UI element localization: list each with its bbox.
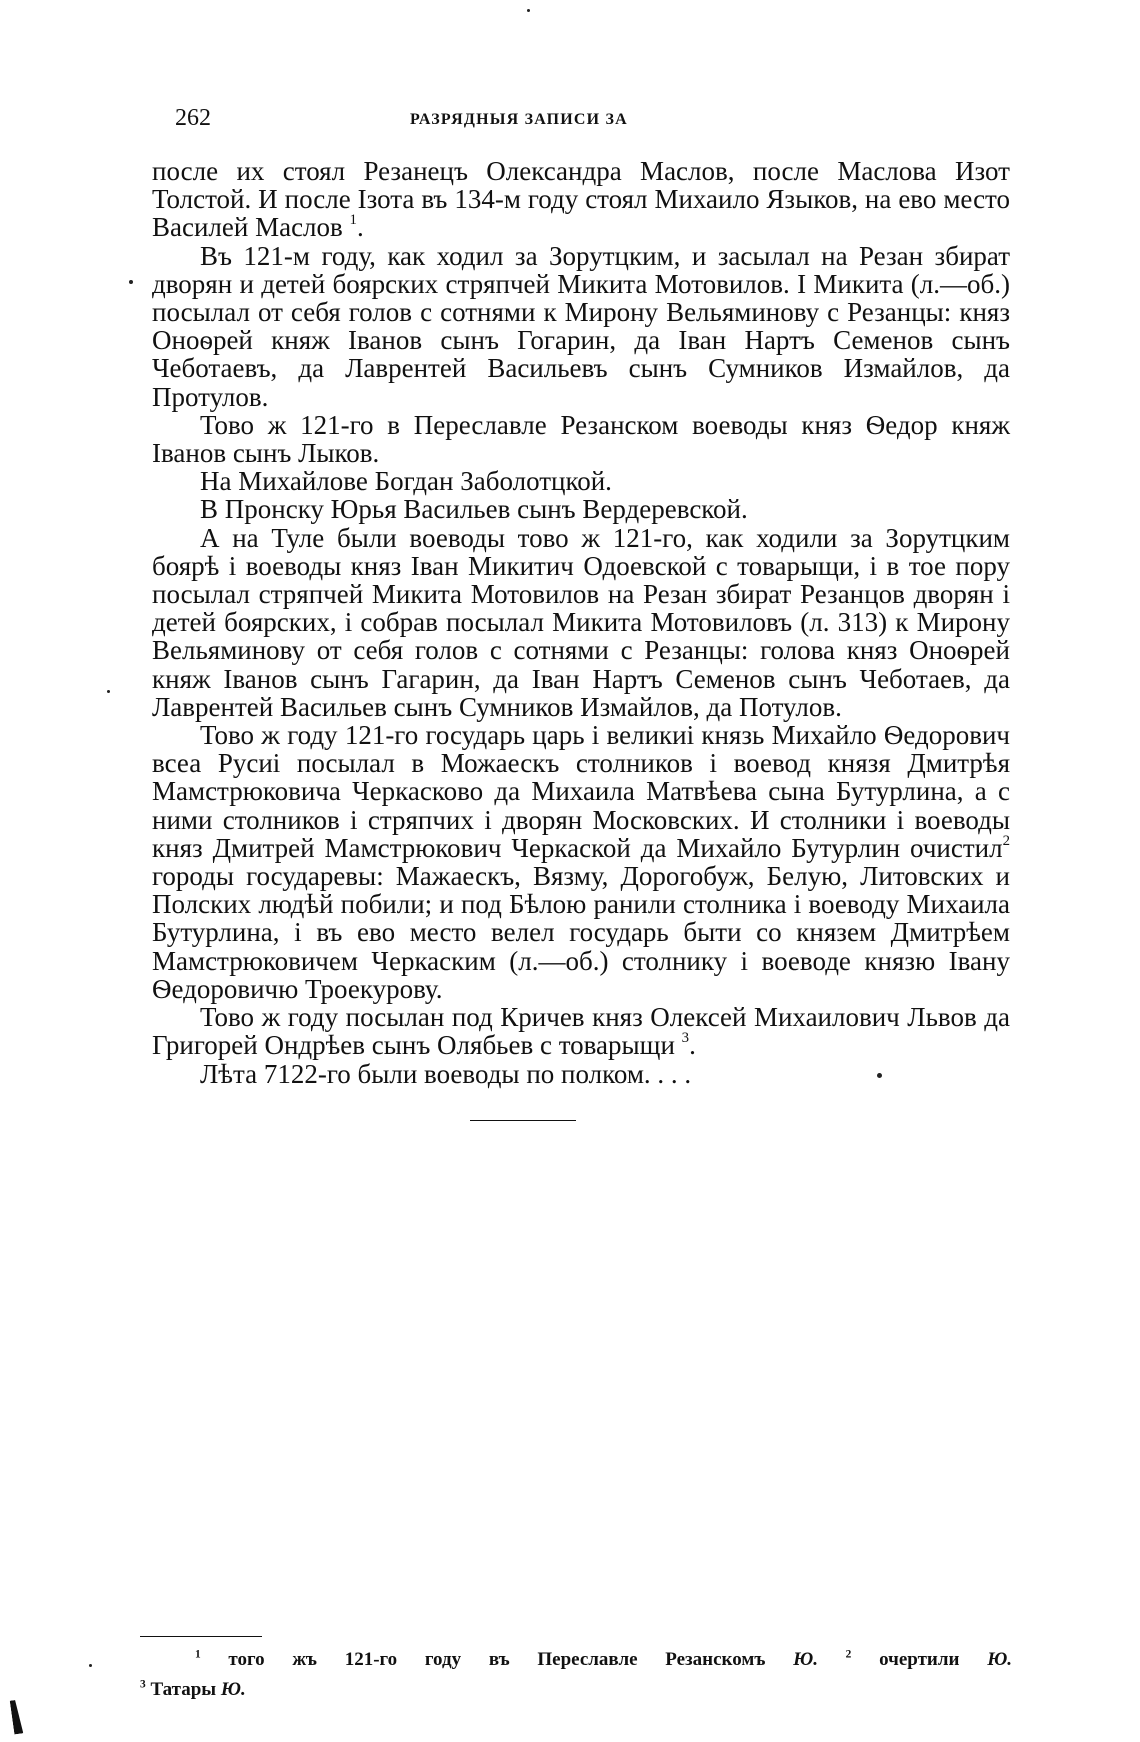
footnote-text: очертили (879, 1649, 960, 1670)
page-number: 262 (175, 105, 211, 131)
footnote-mark: 2 (845, 1648, 852, 1661)
scan-speck (107, 690, 110, 693)
paragraph (152, 721, 1010, 1003)
paragraph-text: На Михайлове Богдан Заболотцкой. (200, 466, 612, 497)
footnote-2 (846, 1649, 1012, 1670)
footnote-marker: 3 (681, 1030, 690, 1047)
footnote-3 (140, 1679, 246, 1700)
footnote-rule (140, 1636, 262, 1637)
footnote-text: Татары (150, 1679, 217, 1700)
paragraph-tail: . (356, 212, 364, 243)
section-separator (470, 1120, 576, 1121)
footnote-1 (195, 1649, 818, 1670)
footnote-line (140, 1645, 1012, 1675)
footnote-source: Ю. (220, 1679, 246, 1700)
body-text (152, 157, 1010, 1121)
paragraph-text: Тово ж году посылан под Кричев княз Олексей Михаилович Львов да Григорей Ондрѣев сынъ Олябьев с товарыщи (152, 1002, 1010, 1061)
paragraph (152, 1003, 1010, 1059)
footnote-mark: 3 (140, 1678, 146, 1691)
footnote-marker: 1 (349, 212, 357, 229)
footnote-source: Ю. (793, 1649, 818, 1670)
footnote-line (140, 1675, 1012, 1705)
paragraph-text: Тово ж году 121-го государь царь і великиі князь Михайло Ѳедорович всеа Русиі посылал в Можаескъ столников і воевод князя Дмитрѣя Мамстрюковича Черкасково да Михаила Матвѣева сына Бутурлина, а с ними столников і стряпчих і дворян Московских. И столники і воеводы княз Дмитрей Мамстрюкович Черкаской да Михайло Бутурлин очистил (152, 720, 1010, 863)
footnote-source: Ю. (987, 1649, 1013, 1670)
scan-edge-mark (10, 1700, 24, 1735)
footnote-marker: 2 (1002, 832, 1010, 849)
footnotes (140, 1645, 1012, 1705)
running-head: РАЗРЯДНЫЯ ЗАПИСИ ЗА (410, 111, 628, 128)
footnote-mark: 1 (195, 1648, 201, 1661)
paragraph (152, 157, 1010, 242)
paragraph (152, 411, 1010, 467)
paragraph (152, 467, 1010, 495)
paragraph-text: Тово ж 121-го в Переславле Резанском воеводы княз Ѳедор княж Іванов сынъ Лыков. (152, 409, 1010, 469)
paragraph-text: А на Туле были воеводы тово ж 121-го, как ходили за Зорутцким боярѣ і воеводы княз Іван Микитич Одоевской с товарыщи, і в тое пору посылал стряпчей Микита Мотовилов на Резан збират Резанцов дворян і детей боярских, і собрав посылал Микита Мотовиловъ (л. 313) к Мирону Вельяминову от себя голов с сотнями с Резанцы: голова княз Оноѳрей княж Іванов сынъ Гагарин, да Іван Нартъ Семенов сынъ Чеботаев, да Лаврентей Васильев сынъ Сумников Измайлов, да Потулов. (152, 522, 1010, 722)
paragraph-text: после их стоял Резанецъ Олександра Маслов, после Маслова Изот Толстой. И после Ізота въ 134-м году стоял Михаило Языков, на ево место Василей Маслов (152, 156, 1010, 243)
scan-speck (877, 1073, 882, 1078)
paragraph-text: Лѣта 7122-го были воеводы по полком. . . . (200, 1058, 692, 1089)
paragraph (152, 495, 1010, 523)
scan-speck (527, 9, 530, 12)
paragraph-text: В Пронску Юрья Васильев сынъ Вердеревской. (200, 494, 748, 525)
paragraph-text: Въ 121-м году, как ходил за Зорутцким, и засылал на Резан збират дворян и детей боярских стряпчей Микита Мотовилов. І Микита (л.—об.) посылал от себя голов с сотнями к Мирону Вельяминову с Резанцы: княз Оноѳрей княж Іванов сынъ Гогарин, да Іван Нартъ Семенов сынъ Чеботаевъ, да Лаврентей Васильевъ сынъ Сумников Измайлов, да Протулов. (152, 240, 1010, 412)
paragraph (152, 242, 1010, 411)
scan-speck (89, 1664, 92, 1667)
footnote-text: того жъ 121-го году въ Переславле Резанскомъ (228, 1649, 766, 1670)
paragraph (152, 524, 1010, 721)
paragraph-tail: . (689, 1030, 696, 1061)
scan-speck (129, 280, 133, 284)
paragraph-tail: городы государевы: Мажаескъ, Вязму, Дорогобуж, Белую, Литовских и Полских людѣй побили; и под Бѣлою ранили столника і воеводу Михаила Бутурлина, і въ ево место велел государь быти со князем Дмитрѣем Мамстрюковичем Черкаским (л.—об.) столнику і воеводе князю Івану Ѳедоровичю Троекурову. (152, 861, 1010, 1004)
